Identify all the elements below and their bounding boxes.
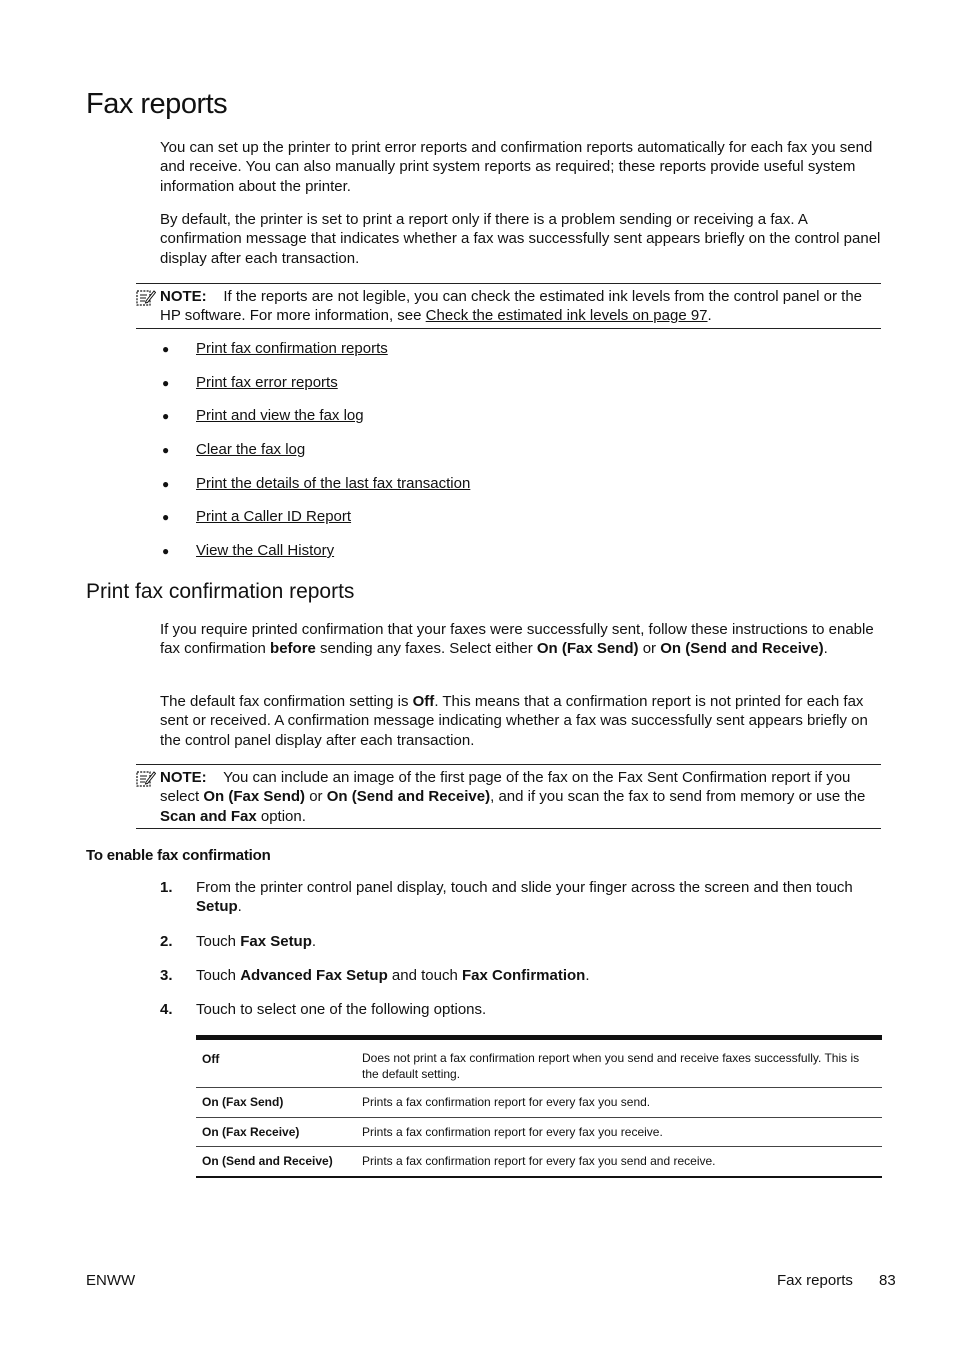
text: .: [311, 933, 317, 950]
note-box-1: [136, 283, 881, 329]
option-description: Prints a fax confirmation report for every fax you send.: [362, 1095, 651, 1109]
bullet-icon: ●: [162, 477, 170, 491]
step-number: 2.: [160, 933, 173, 950]
text: If you require printed confirmation that your faxes were successfully sent, follow these instructions to enable fax confirmation: [160, 621, 874, 658]
text: Touch: [196, 967, 241, 984]
text: .: [585, 967, 590, 984]
text: and touch: [387, 967, 462, 984]
note-text-end: .: [707, 307, 712, 325]
bullet-icon: ●: [162, 510, 170, 524]
text: The default fax confirmation setting is: [160, 693, 413, 710]
link-print-caller-id-report[interactable]: Print a Caller ID Report: [196, 508, 352, 525]
page-number: 83: [879, 1272, 896, 1289]
bullet-icon: ●: [162, 376, 170, 390]
note-text: If the reports are not legible, you can check the estimated ink levels from the control panel or the HP software. For more information, see: [160, 288, 863, 325]
text: sending any faxes. Select either: [315, 640, 537, 658]
footer-left: ENWW: [86, 1272, 136, 1289]
confirmation-options-table: [196, 1035, 882, 1178]
link-view-call-history[interactable]: View the Call History: [196, 542, 335, 559]
note-box-2: [136, 764, 881, 829]
bold-text: Setup: [196, 898, 238, 916]
step-text: [196, 966, 882, 985]
procedure-title: To enable fax confirmation: [86, 847, 271, 864]
step-2: [160, 932, 882, 951]
text: or: [638, 640, 661, 658]
link-print-and-view-fax-log[interactable]: Print and view the fax log: [196, 407, 364, 424]
bold-text: Off: [412, 693, 435, 710]
section-paragraph-1: [160, 620, 882, 659]
bullet-icon: ●: [162, 342, 170, 356]
step-1: [160, 878, 882, 917]
note-pencil-icon: [136, 288, 156, 306]
bold-text: Scan and Fax: [160, 807, 257, 825]
text: Touch: [196, 933, 241, 950]
step-text: [196, 1000, 882, 1019]
option-description: Prints a fax confirmation report for every fax you receive.: [362, 1125, 663, 1139]
option-name: On (Fax Receive): [202, 1125, 300, 1139]
ink-levels-link[interactable]: Check the estimated ink levels on page 97: [425, 307, 708, 325]
step-number: 1.: [160, 879, 173, 896]
link-print-fax-error-reports[interactable]: Print fax error reports: [196, 374, 338, 391]
section-paragraph-2: [160, 692, 882, 750]
bullet-icon: ●: [162, 443, 170, 457]
text: option.: [256, 807, 306, 825]
bold-text: On (Fax Send): [536, 640, 639, 658]
option-description: Does not print a fax confirmation report when you send and receive faxes successfully. This is the default setting.: [362, 1051, 860, 1081]
step-number: 4.: [160, 1001, 173, 1018]
table-row: [196, 1118, 882, 1147]
footer-section: Fax reports: [777, 1272, 853, 1289]
step-text: [196, 878, 882, 917]
step-text: [196, 932, 882, 951]
text: , and if you scan the fax to send from memory or use the: [490, 788, 866, 806]
table-row: [196, 1088, 882, 1118]
intro-paragraph-2: By default, the printer is set to print a report only if there is a problem sending or receiving a fax. A confirmation message that indicates whether a fax was successfully sent appears briefly on the control panel display after each transaction.: [160, 211, 881, 267]
bold-text: On (Send and Receive): [660, 640, 824, 658]
table-row: [196, 1147, 882, 1177]
text: .: [823, 640, 828, 658]
bold-text: before: [270, 640, 316, 658]
text: .: [237, 898, 242, 916]
text: You can include an image of the first page of the fax on the Fax Sent Confirmation report if you select: [160, 769, 851, 806]
page-title: Fax reports: [86, 88, 228, 120]
link-clear-fax-log[interactable]: Clear the fax log: [196, 441, 306, 458]
step-4: [160, 1000, 882, 1019]
bullet-icon: ●: [162, 544, 170, 558]
option-name: Off: [202, 1052, 220, 1066]
step-number: 3.: [160, 967, 173, 984]
text: . This means that a confirmation report is not printed for each fax sent or received. A confirmation message indicating whether a fax was successfully sent appears briefly on the control panel display after each transaction.: [160, 693, 868, 749]
step-3: [160, 966, 882, 985]
intro-paragraph-1: You can set up the printer to print error reports and confirmation reports automatically for each fax you send and receive. You can also manually print system reports as required; these reports provide useful system information about the printer.: [160, 139, 873, 195]
link-print-last-transaction-details[interactable]: Print the details of the last fax transaction: [196, 475, 471, 492]
option-name: On (Send and Receive): [202, 1154, 333, 1168]
bold-text: Fax Confirmation: [461, 967, 586, 984]
option-name: On (Fax Send): [202, 1095, 284, 1109]
note-label: NOTE:: [160, 769, 207, 786]
link-print-fax-confirmation-reports[interactable]: Print fax confirmation reports: [196, 340, 388, 357]
bold-text: Fax Setup: [240, 933, 312, 950]
option-description: Prints a fax confirmation report for every fax you send and receive.: [362, 1154, 716, 1168]
text: Touch to select one of the following options.: [196, 1001, 487, 1018]
bold-text: Advanced Fax Setup: [240, 967, 388, 984]
text: From the printer control panel display, touch and slide your finger across the screen and then touch: [196, 879, 853, 896]
bullet-icon: ●: [162, 409, 170, 423]
bold-text: On (Fax Send): [203, 788, 306, 806]
note-pencil-icon: [136, 769, 156, 787]
note-label: NOTE:: [160, 288, 207, 305]
section-title: Print fax confirmation reports: [86, 580, 355, 603]
text: or: [305, 788, 327, 806]
table-row: [196, 1038, 882, 1088]
bold-text: On (Send and Receive): [326, 788, 491, 806]
